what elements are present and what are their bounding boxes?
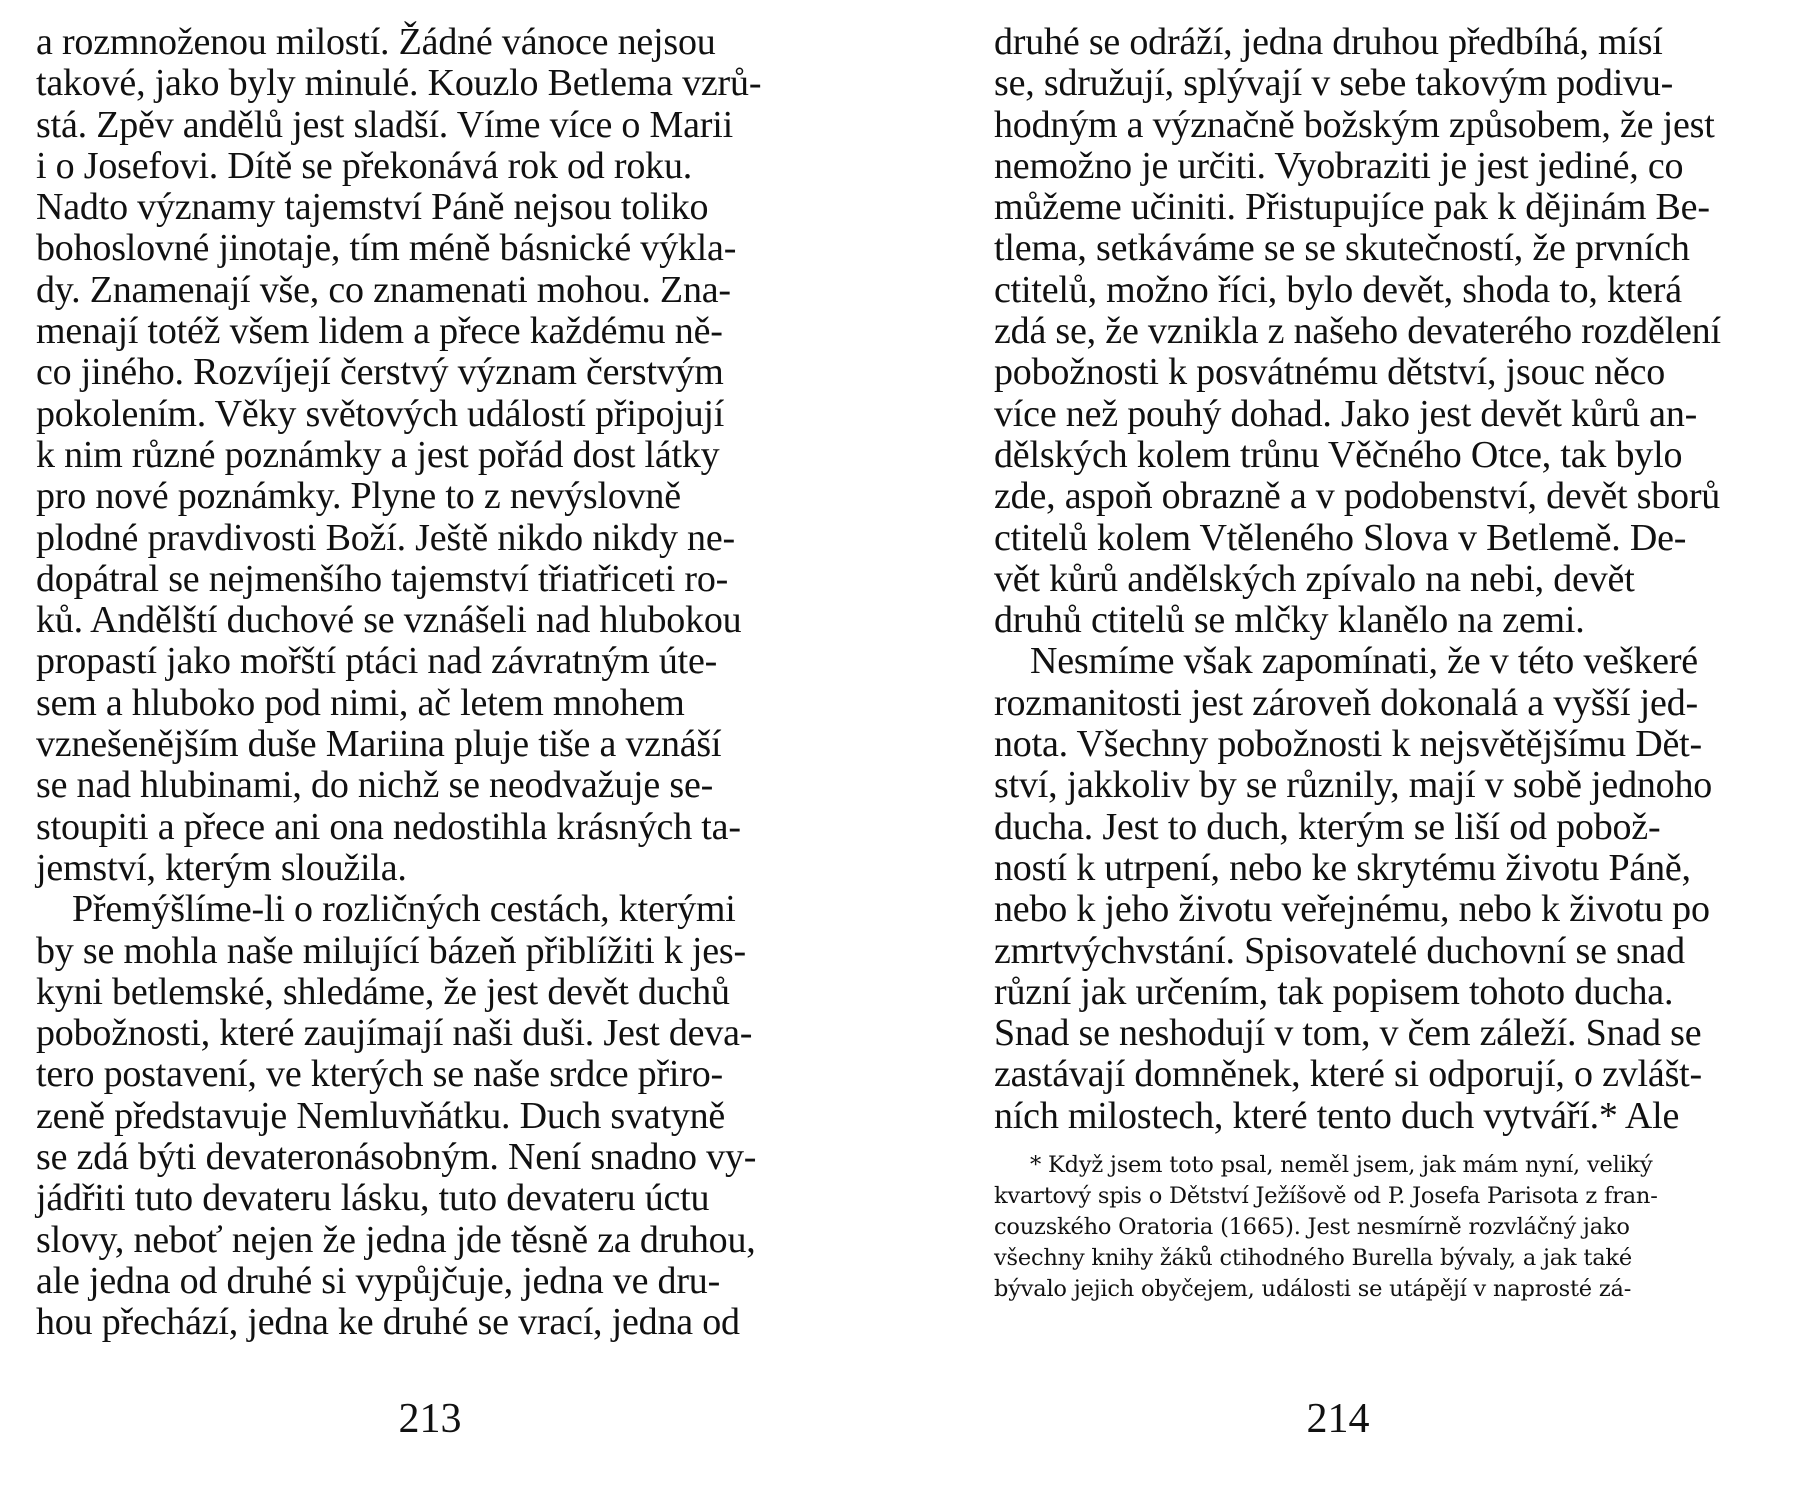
text-line: ností k utrpení, nebo ke skrytému životu Páně,: [994, 846, 1691, 889]
footnote-line: bývalo jejich obyčejem, události se utápějí v naprosté zá-: [994, 1276, 1632, 1302]
footnote-line: * Když jsem toto psal, neměl jsem, jak mám nyní, veliký: [1030, 1152, 1653, 1178]
text-line: pro nové poznámky. Plyne to z nevýslovně: [36, 475, 681, 518]
footnote-line: všechny knihy žáků ctihodného Burella bývaly, a jak také: [994, 1245, 1632, 1271]
text-line: zmrtvýchvstání. Spisovatelé duchovní se snad: [994, 929, 1685, 972]
text-line: Nadto významy tajemství Páně nejsou toliko: [36, 186, 709, 229]
text-line: tlema, setkáváme se se skutečností, že prvních: [994, 227, 1690, 270]
text-line: plodné pravdivosti Boží. Ještě nikdo nikdy ne-: [36, 516, 735, 559]
paragraph-start-line: Přemýšlíme-li o rozličných cestách, kterými: [72, 888, 736, 931]
text-line: stoupiti a přece ani ona nedostihla krásných ta-: [36, 805, 741, 848]
text-line: hou přechází, jedna ke druhé se vrací, jedna od: [36, 1301, 740, 1344]
text-line: rozmanitosti jest zároveň dokonalá a vyšší jed-: [994, 681, 1698, 724]
text-line: sem a hluboko pod nimi, ač letem mnohem: [36, 681, 685, 724]
text-line: a rozmnoženou milostí. Žádné vánoce nejsou: [36, 21, 716, 63]
text-line: se, sdružují, splývají v sebe takovým podivu-: [994, 62, 1674, 105]
text-line: menají totéž všem lidem a přece každému ně-: [36, 310, 723, 353]
text-line: i o Josefovi. Dítě se překonává rok od roku.: [36, 144, 693, 187]
text-line: zdá se, že vznikla z našeho devaterého rozdělení: [994, 310, 1721, 353]
text-line: nota. Všechny pobožnosti k nejsvětějšímu Dět-: [994, 723, 1702, 766]
footnote-line: kvartový spis o Dětství Ježíšově od P. Josefa Parisota z fran-: [994, 1183, 1658, 1209]
text-line: se nad hlubinami, do nichž se neodvažuje se-: [36, 764, 714, 807]
text-line: vznešenějším duše Mariina pluje tiše a vznáší: [36, 723, 722, 766]
text-line: druhů ctitelů se mlčky klanělo na zemi.: [994, 599, 1585, 642]
text-line: pokolením. Věky světových událostí připojují: [36, 392, 725, 435]
text-line: více než pouhý dohad. Jako jest devět kůrů an-: [994, 392, 1698, 435]
text-line: různí jak určením, tak popisem tohoto ducha.: [994, 970, 1674, 1013]
text-line: ních milostech, které tento duch vytváří.* Ale: [994, 1094, 1680, 1137]
text-line: se zdá býti devateronásobným. Není snadno vy-: [36, 1136, 757, 1179]
left-page-text: [36, 22, 836, 1344]
text-line: nemožno je určiti. Vyobraziti je jest jediné, co: [994, 144, 1684, 187]
text-line: ků. Andělští duchové se vznášeli nad hlubokou: [36, 599, 742, 642]
text-line: druhé se odráží, jedna druhou předbíhá, mísí: [994, 21, 1663, 63]
text-line: zastávají domněnek, které si odporují, o zvlášt-: [994, 1053, 1702, 1096]
text-line: zde, aspoň obrazně a v podobenství, devět sborů: [994, 475, 1721, 518]
text-line: dopátral se nejmenšího tajemství třiatřiceti ro-: [36, 557, 729, 600]
text-line: co jiného. Rozvíjejí čerstvý význam čerstvým: [36, 351, 724, 394]
right-page-text: [994, 22, 1794, 1137]
text-line: dělských kolem trůnu Věčného Otce, tak bylo: [994, 433, 1683, 476]
footnote-line: couzského Oratoria (1665). Jest nesmírně rozvláčný jako: [994, 1214, 1630, 1240]
text-line: vět kůrů andělských zpívalo na nebi, devět: [994, 557, 1635, 600]
text-line: pobožnosti, které zaujímají naši duši. Jest deva-: [36, 1012, 753, 1055]
text-line: ducha. Jest to duch, kterým se liší od pobož-: [994, 805, 1661, 848]
footnote: [994, 1150, 1794, 1305]
text-line: hodným a význačně božským způsobem, že jest: [994, 103, 1715, 146]
text-line: ale jedna od druhé si vypůjčuje, jedna ve dru-: [36, 1259, 721, 1302]
text-line: Snad se neshodují v tom, v čem záleží. Snad se: [994, 1012, 1702, 1055]
text-line: tero postavení, ve kterých se naše srdce přiro-: [36, 1053, 723, 1096]
text-line: jádřiti tuto devateru lásku, tuto devateru úctu: [36, 1177, 710, 1220]
text-line: by se mohla naše milující bázeň přiblížiti k jes-: [36, 929, 746, 972]
text-line: kyni betlemské, shledáme, že jest devět duchů: [36, 970, 730, 1013]
text-line: bohoslovné jinotaje, tím méně básnické výkla-: [36, 227, 737, 270]
page-number-left: 213: [398, 1396, 462, 1442]
page-number-right: 214: [1306, 1396, 1370, 1442]
text-line: ctitelů kolem Vtěleného Slova v Betlemě. De-: [994, 516, 1687, 559]
text-line: dy. Znamenají vše, co znamenati mohou. Zna-: [36, 268, 731, 311]
text-line: slovy, neboť nejen že jedna jde těsně za druhou,: [36, 1218, 756, 1261]
text-line: nebo k jeho životu veřejnému, nebo k životu po: [994, 888, 1710, 931]
text-line: zeně představuje Nemluvňátku. Duch svatyně: [36, 1094, 726, 1137]
text-line: můžeme učiniti. Přistupujíce pak k dějinám Be-: [994, 186, 1710, 229]
text-line: stá. Zpěv andělů jest sladší. Víme více o Marii: [36, 103, 733, 146]
text-line: ství, jakkoliv by se různily, mají v sobě jednoho: [994, 764, 1713, 807]
text-line: takové, jako byly minulé. Kouzlo Betlema vzrů-: [36, 62, 762, 105]
text-line: k nim různé poznámky a jest pořád dost látky: [36, 433, 720, 476]
text-line: jemství, kterým sloužila.: [36, 846, 407, 889]
text-line: pobožnosti k posvátnému dětství, jsouc něco: [994, 351, 1666, 394]
text-line: propastí jako mořští ptáci nad závratným úte-: [36, 640, 718, 683]
paragraph-start-line: Nesmíme však zapomínati, že v této veškeré: [1030, 640, 1698, 683]
text-line: ctitelů, možno říci, bylo devět, shoda to, která: [994, 268, 1682, 311]
